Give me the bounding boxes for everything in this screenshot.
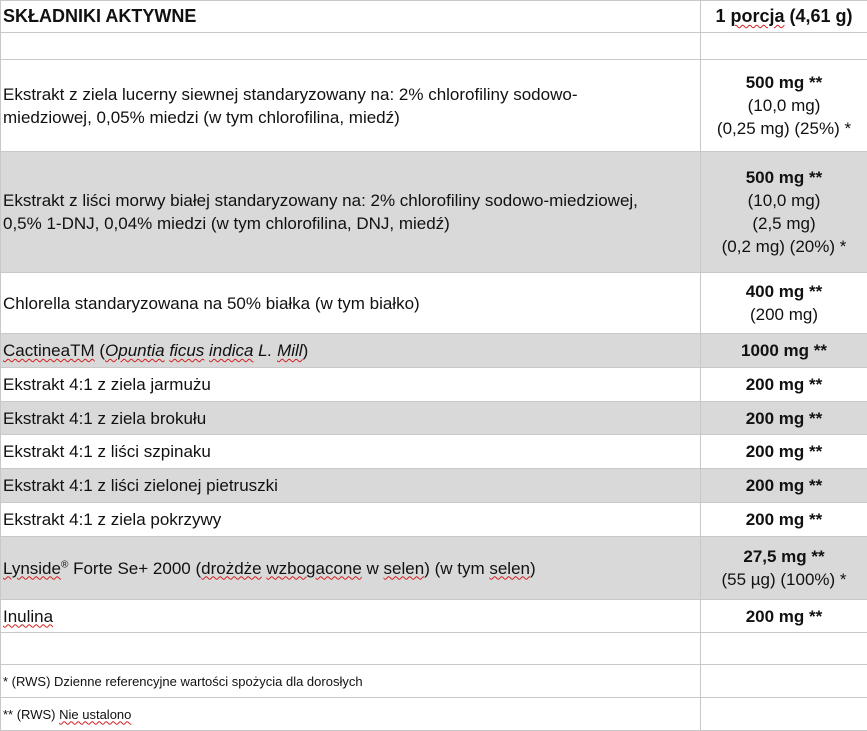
ingredient-amount: 27,5 mg ** (55 µg) (100%) *	[701, 537, 867, 600]
ingredient-name: Ekstrakt 4:1 z ziela brokułu	[1, 402, 701, 435]
ingredient-name: Ekstrakt 4:1 z liści zielonej pietruszki	[1, 469, 701, 503]
spacer-row	[1, 33, 867, 60]
ingredient-amount: 500 mg ** (10,0 mg) (0,25 mg) (25%) *	[701, 60, 867, 152]
ingredient-name: Lynside® Forte Se+ 2000 (drożdże wzbogacone w selen) (w tym selen)	[1, 537, 701, 600]
table-row	[1, 435, 867, 469]
ingredient-amount: 1000 mg **	[701, 334, 867, 368]
ingredient-name: Chlorella standaryzowana na 50% białka (w tym białko)	[1, 273, 701, 334]
ingredient-name: Ekstrakt z liści morwy białej standaryzowany na: 2% chlorofiliny sodowo-miedziowej, 0,5% 1-DNJ, 0,04% miedzi (w tym chlorofilina, DNJ, miedź)	[1, 152, 701, 273]
ingredient-amount: 200 mg **	[701, 368, 867, 402]
table-row	[1, 334, 867, 368]
table-row	[1, 152, 867, 273]
ingredient-amount: 400 mg ** (200 mg)	[701, 273, 867, 334]
ingredient-name: Ekstrakt z ziela lucerny siewnej standaryzowany na: 2% chlorofiliny sodowo- miedziowej, 0,05% miedzi (w tym chlorofilina, miedź)	[1, 60, 701, 152]
table-row	[1, 600, 867, 633]
ingredient-name: Ekstrakt 4:1 z ziela jarmużu	[1, 368, 701, 402]
header-ingredients: SKŁADNIKI AKTYWNE	[1, 1, 701, 33]
spacer-row	[1, 633, 867, 665]
ingredient-amount: 200 mg **	[701, 435, 867, 469]
header-row	[1, 1, 867, 33]
header-serving: 1 porcja (4,61 g)	[701, 1, 867, 33]
footnote-not-established: ** (RWS) Nie ustalono	[1, 698, 701, 731]
ingredient-amount: 500 mg ** (10,0 mg) (2,5 mg) (0,2 mg) (20%) *	[701, 152, 867, 273]
ingredient-name: Ekstrakt 4:1 z liści szpinaku	[1, 435, 701, 469]
ingredient-amount: 200 mg **	[701, 402, 867, 435]
ingredient-name: Inulina	[1, 600, 701, 633]
table-row	[1, 273, 867, 334]
footnote-rws: * (RWS) Dzienne referencyjne wartości spożycia dla dorosłych	[1, 665, 701, 698]
ingredient-amount: 200 mg **	[701, 600, 867, 633]
table-row	[1, 503, 867, 537]
footnote-row	[1, 665, 867, 698]
ingredient-name: Ekstrakt 4:1 z ziela pokrzywy	[1, 503, 701, 537]
ingredient-amount: 200 mg **	[701, 469, 867, 503]
ingredient-name: CactineaTM (Opuntia ficus indica L. Mill)	[1, 334, 701, 368]
ingredient-amount: 200 mg **	[701, 503, 867, 537]
table-row	[1, 368, 867, 402]
table-row	[1, 537, 867, 600]
table-row	[1, 60, 867, 152]
table-row	[1, 469, 867, 503]
footnote-row	[1, 698, 867, 731]
table-row	[1, 402, 867, 435]
